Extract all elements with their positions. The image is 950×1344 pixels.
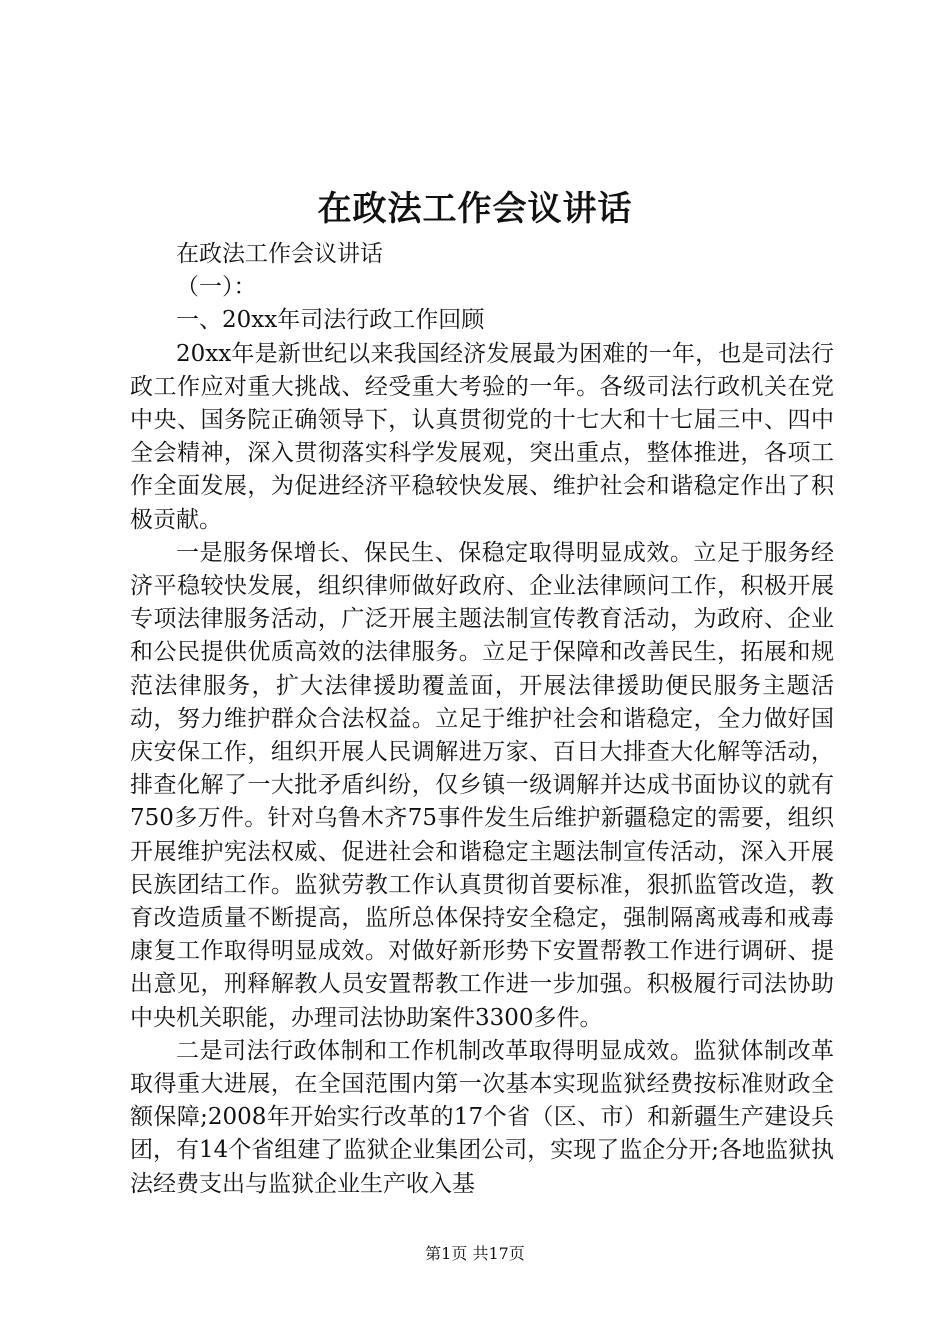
paragraph: （一）： [176,274,257,301]
paragraph: 一、20xx年司法行政工作回顾 [176,307,485,334]
page-footer: 第1页 共17页 [425,1244,525,1263]
paragraph: 一是服务保增长、保民生、保稳定取得明显成效。立足于服务经济平稳较快发展，组织律师做好政府、企业法律顾问工作，积极开展专项法律服务活动，广泛开展主题法制宣传教育活动，为政府、企业和公民提供优质高效的法律服务。立足于保障和改善民生，拓展和规范法律服务，扩大法律援助覆盖面，开展法律援助便民服务主题活动，努力维护群众合法权益。立足于维护社会和谐稳定，全力做好国庆安保工作，组织开展人民调解进万家、百日大排查大化解等活动，排查化解了一大批矛盾纠纷，仅乡镇一级调解并达成书面协议的就有750多万件。针对乌鲁木齐75事件发生后维护新疆稳定的需要，组织开展维护宪法权威、促进社会和谐稳定主题法制宣传活动，深入开展民族团结工作。监狱劳教工作认真贯彻首要标准，狠抓监管改造，教育改造质量不断提高，监所总体保持安全稳定，强制隔离戒毒和戒毒康复工作取得明显成效。对做好新形势下安置帮教工作进行调研、提出意见，刑释解教人员安置帮教工作进一步加强。积极履行司法协助中央机关职能，办理司法协助案件3300多件。 [130,539,834,1031]
paragraph: 在政法工作会议讲话 [176,241,383,267]
document-body [130,238,834,1201]
paragraph: 20xx年是新世纪以来我国经济发展最为困难的一年，也是司法行政工作应对重大挑战、经受重大考验的一年。各级司法行政机关在党中央、国务院正确领导下，认真贯彻党的十七大和十七届三中、四中全会精神，深入贯彻落实科学发展观，突出重点，整体推进，各项工作全面发展，为促进经济平稳较快发展、维护社会和谐稳定作出了积极贡献。 [130,340,834,533]
paragraph: 二是司法行政体制和工作机制改革取得明显成效。监狱体制改革取得重大进展，在全国范围内第一次基本实现监狱经费按标准财政全额保障;2008年开始实行改革的17个省（区、市）和新疆生产建设兵团，有14个省组建了监狱企业集团公司，实现了监企分开;各地监狱执法经费支出与监狱企业生产收入基 [130,1037,835,1197]
document-title: 在政法工作会议讲话 [317,189,633,229]
